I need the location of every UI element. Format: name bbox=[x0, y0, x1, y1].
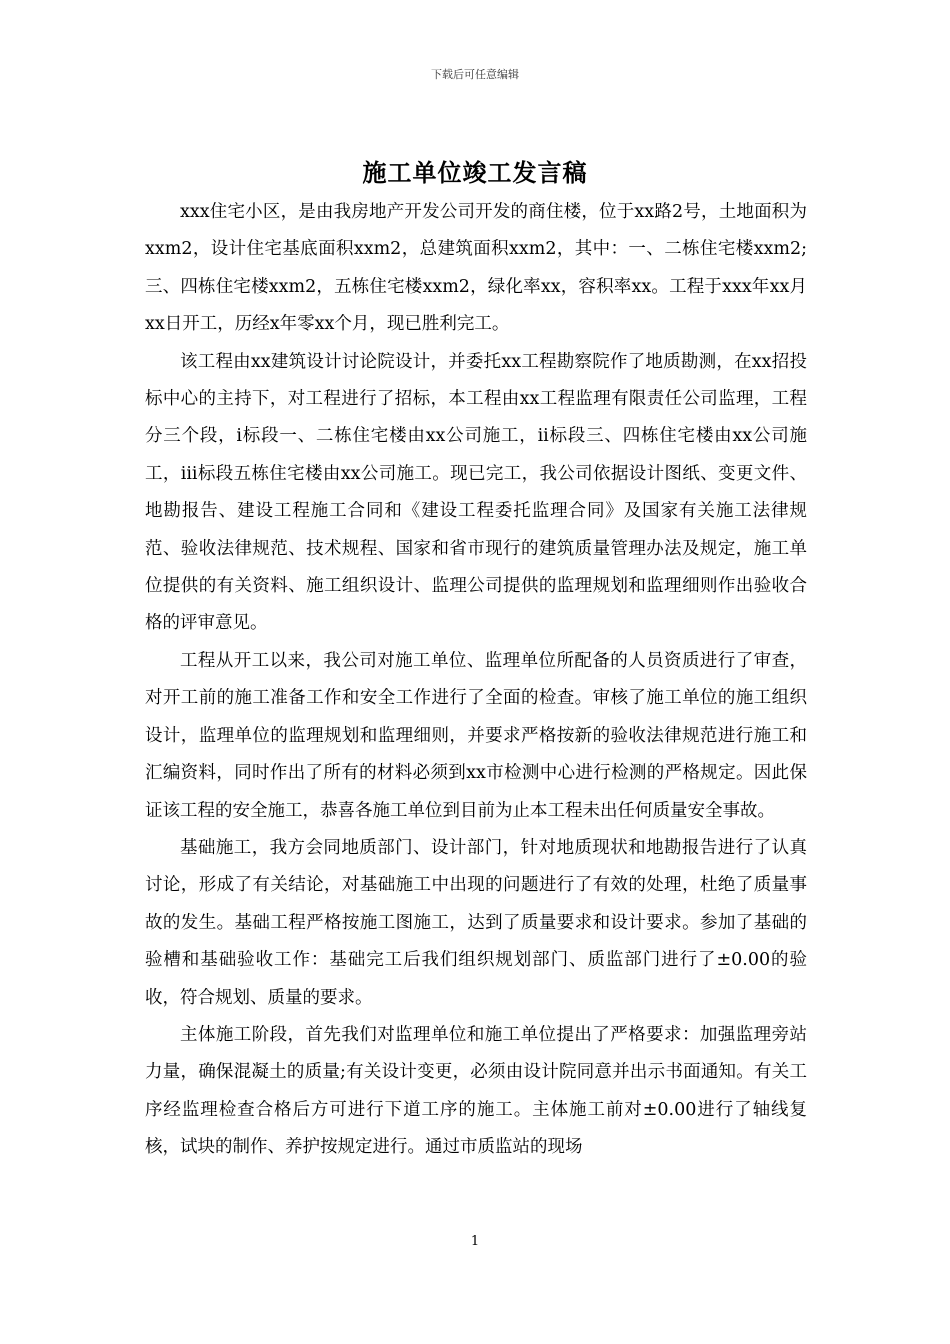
page-number: 1 bbox=[470, 1234, 480, 1249]
paragraph-2: 该工程由xx建筑设计讨论院设计，并委托xx工程勘察院作了地质勘测，在xx招投标中心的主持下，对工程进行了招标，本工程由xx工程监理有限责任公司监理，工程分三个段，i标段一、二栋住宅楼由xx公司施工，ii标段三、四栋住宅楼由xx公司施工，iii标段五栋住宅楼由xx公司施工。现已完工，我公司依据设计图纸、变更文件、地勘报告、建设工程施工合同和《建设工程委托监理合同》及国家有关施工法律规范、验收法律规范、技术规程、国家和省市现行的建筑质量管理办法及规定，施工单位提供的有关资料、施工组织设计、监理公司提供的监理规划和监理细则作出验收合格的评审意见。 bbox=[145, 351, 807, 634]
document-body bbox=[145, 194, 807, 1167]
document-title: 施工单位竣工发言稿 bbox=[362, 159, 588, 187]
paragraph-5: 主体施工阶段，首先我们对监理单位和施工单位提出了严格要求：加强监理旁站力量，确保混凝土的质量;有关设计变更，必须由设计院同意并出示书面通知。有关工序经监理检查合格后方可进行下道工序的施工。主体施工前对±0.00进行了轴线复核，试块的制作、养护按规定进行。通过市质监站的现场 bbox=[145, 1024, 807, 1158]
header-note: 下载后可任意编辑 bbox=[431, 68, 519, 81]
paragraph-3: 工程从开工以来，我公司对施工单位、监理单位所配备的人员资质进行了审查，对开工前的施工准备工作和安全工作进行了全面的检查。审核了施工单位的施工组织设计，监理单位的监理规划和监理细则，并要求严格按新的验收法律规范进行施工和汇编资料，同时作出了所有的材料必须到xx市检测中心进行检测的严格规定。因此保证该工程的安全施工，恭喜各施工单位到目前为止本工程未出任何质量安全事故。 bbox=[145, 650, 807, 821]
paragraph-1: xxx住宅小区，是由我房地产开发公司开发的商住楼，位于xx路2号，土地面积为xxm2，设计住宅基底面积xxm2，总建筑面积xxm2，其中：一、二栋住宅楼xxm2;三、四栋住宅楼xxm2，五栋住宅楼xxm2，绿化率xx，容积率xx。工程于xxx年xx月xx日开工，历经x年零xx个月，现已胜利完工。 bbox=[145, 202, 807, 335]
paragraph-4: 基础施工，我方会同地质部门、设计部门，针对地质现状和地勘报告进行了认真讨论，形成了有关结论，对基础施工中出现的问题进行了有效的处理，杜绝了质量事故的发生。基础工程严格按施工图施工，达到了质量要求和设计要求。参加了基础的验槽和基础验收工作：基础完工后我们组织规划部门、质监部门进行了±0.00的验收，符合规划、质量的要求。 bbox=[145, 837, 807, 1008]
